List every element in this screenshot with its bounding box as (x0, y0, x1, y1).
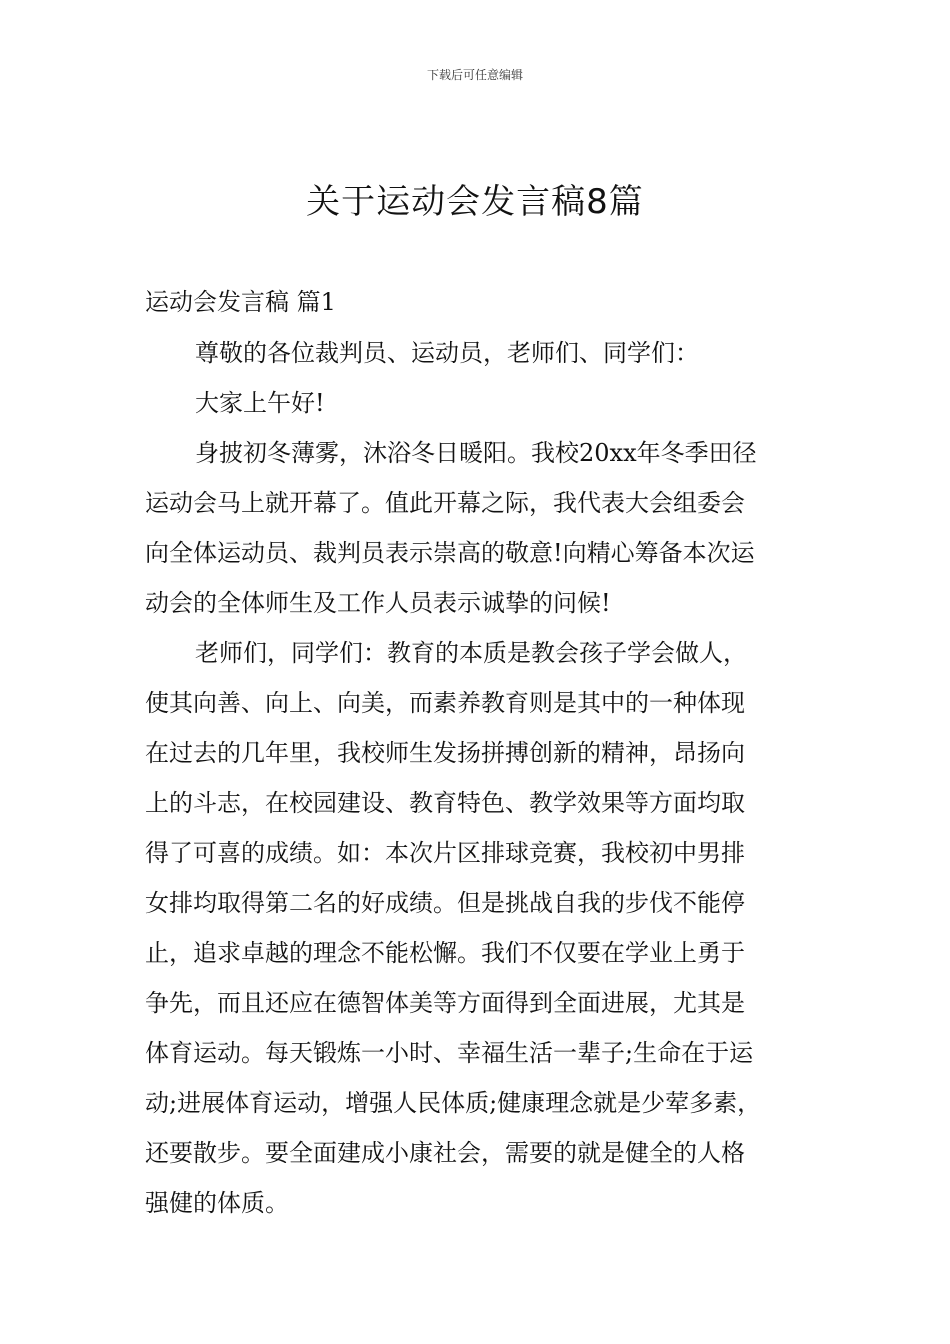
text-line: 使其向善、向上、向美，而素养教育则是其中的一种体现 (145, 689, 745, 717)
section-heading: 运动会发言稿 篇1 (145, 288, 336, 316)
document-title: 关于运动会发言稿8篇 (306, 182, 644, 222)
text-line: 老师们，同学们：教育的本质是教会孩子学会做人， (195, 639, 747, 667)
text-line: 尊敬的各位裁判员、运动员，老师们、同学们： (195, 339, 699, 367)
text-line: 强健的体质。 (145, 1189, 289, 1217)
text-line: 大家上午好! (195, 389, 325, 417)
paragraph-salutation (145, 328, 825, 378)
text-line: 女排均取得第二名的好成绩。但是挑战自我的步伐不能停 (145, 889, 745, 917)
text-line: 还要散步。要全面建成小康社会，需要的就是健全的人格 (145, 1139, 745, 1167)
text-line: 体育运动。每天锻炼一小时、幸福生活一辈子;生命在于运 (145, 1039, 754, 1067)
text-line: 在过去的几年里，我校师生发扬拼搏创新的精神，昂扬向 (145, 739, 745, 767)
text-line: 上的斗志，在校园建设、教育特色、教学效果等方面均取 (145, 789, 745, 817)
text-line: 身披初冬薄雾，沐浴冬日暖阳。我校20xx年冬季田径 (195, 439, 757, 467)
text-line: 向全体运动员、裁判员表示崇高的敬意!向精心筹备本次运 (145, 539, 755, 567)
paragraph-greeting (145, 378, 825, 428)
text-line: 动;进展体育运动，增强人民体质;健康理念就是少荤多素， (145, 1089, 762, 1117)
paragraph-opening (145, 428, 825, 628)
text-line: 止，追求卓越的理念不能松懈。我们不仅要在学业上勇于 (145, 939, 745, 967)
text-line: 得了可喜的成绩。如：本次片区排球竞赛，我校初中男排 (145, 839, 745, 867)
text-line: 运动会马上就开幕了。值此开幕之际，我代表大会组委会 (145, 489, 745, 517)
header-note: 下载后可任意编辑 (426, 68, 523, 82)
text-line: 争先，而且还应在德智体美等方面得到全面进展，尤其是 (145, 989, 745, 1017)
paragraph-education (145, 628, 825, 1228)
text-line: 动会的全体师生及工作人员表示诚挚的问候! (145, 589, 611, 617)
document-body (145, 328, 825, 1228)
